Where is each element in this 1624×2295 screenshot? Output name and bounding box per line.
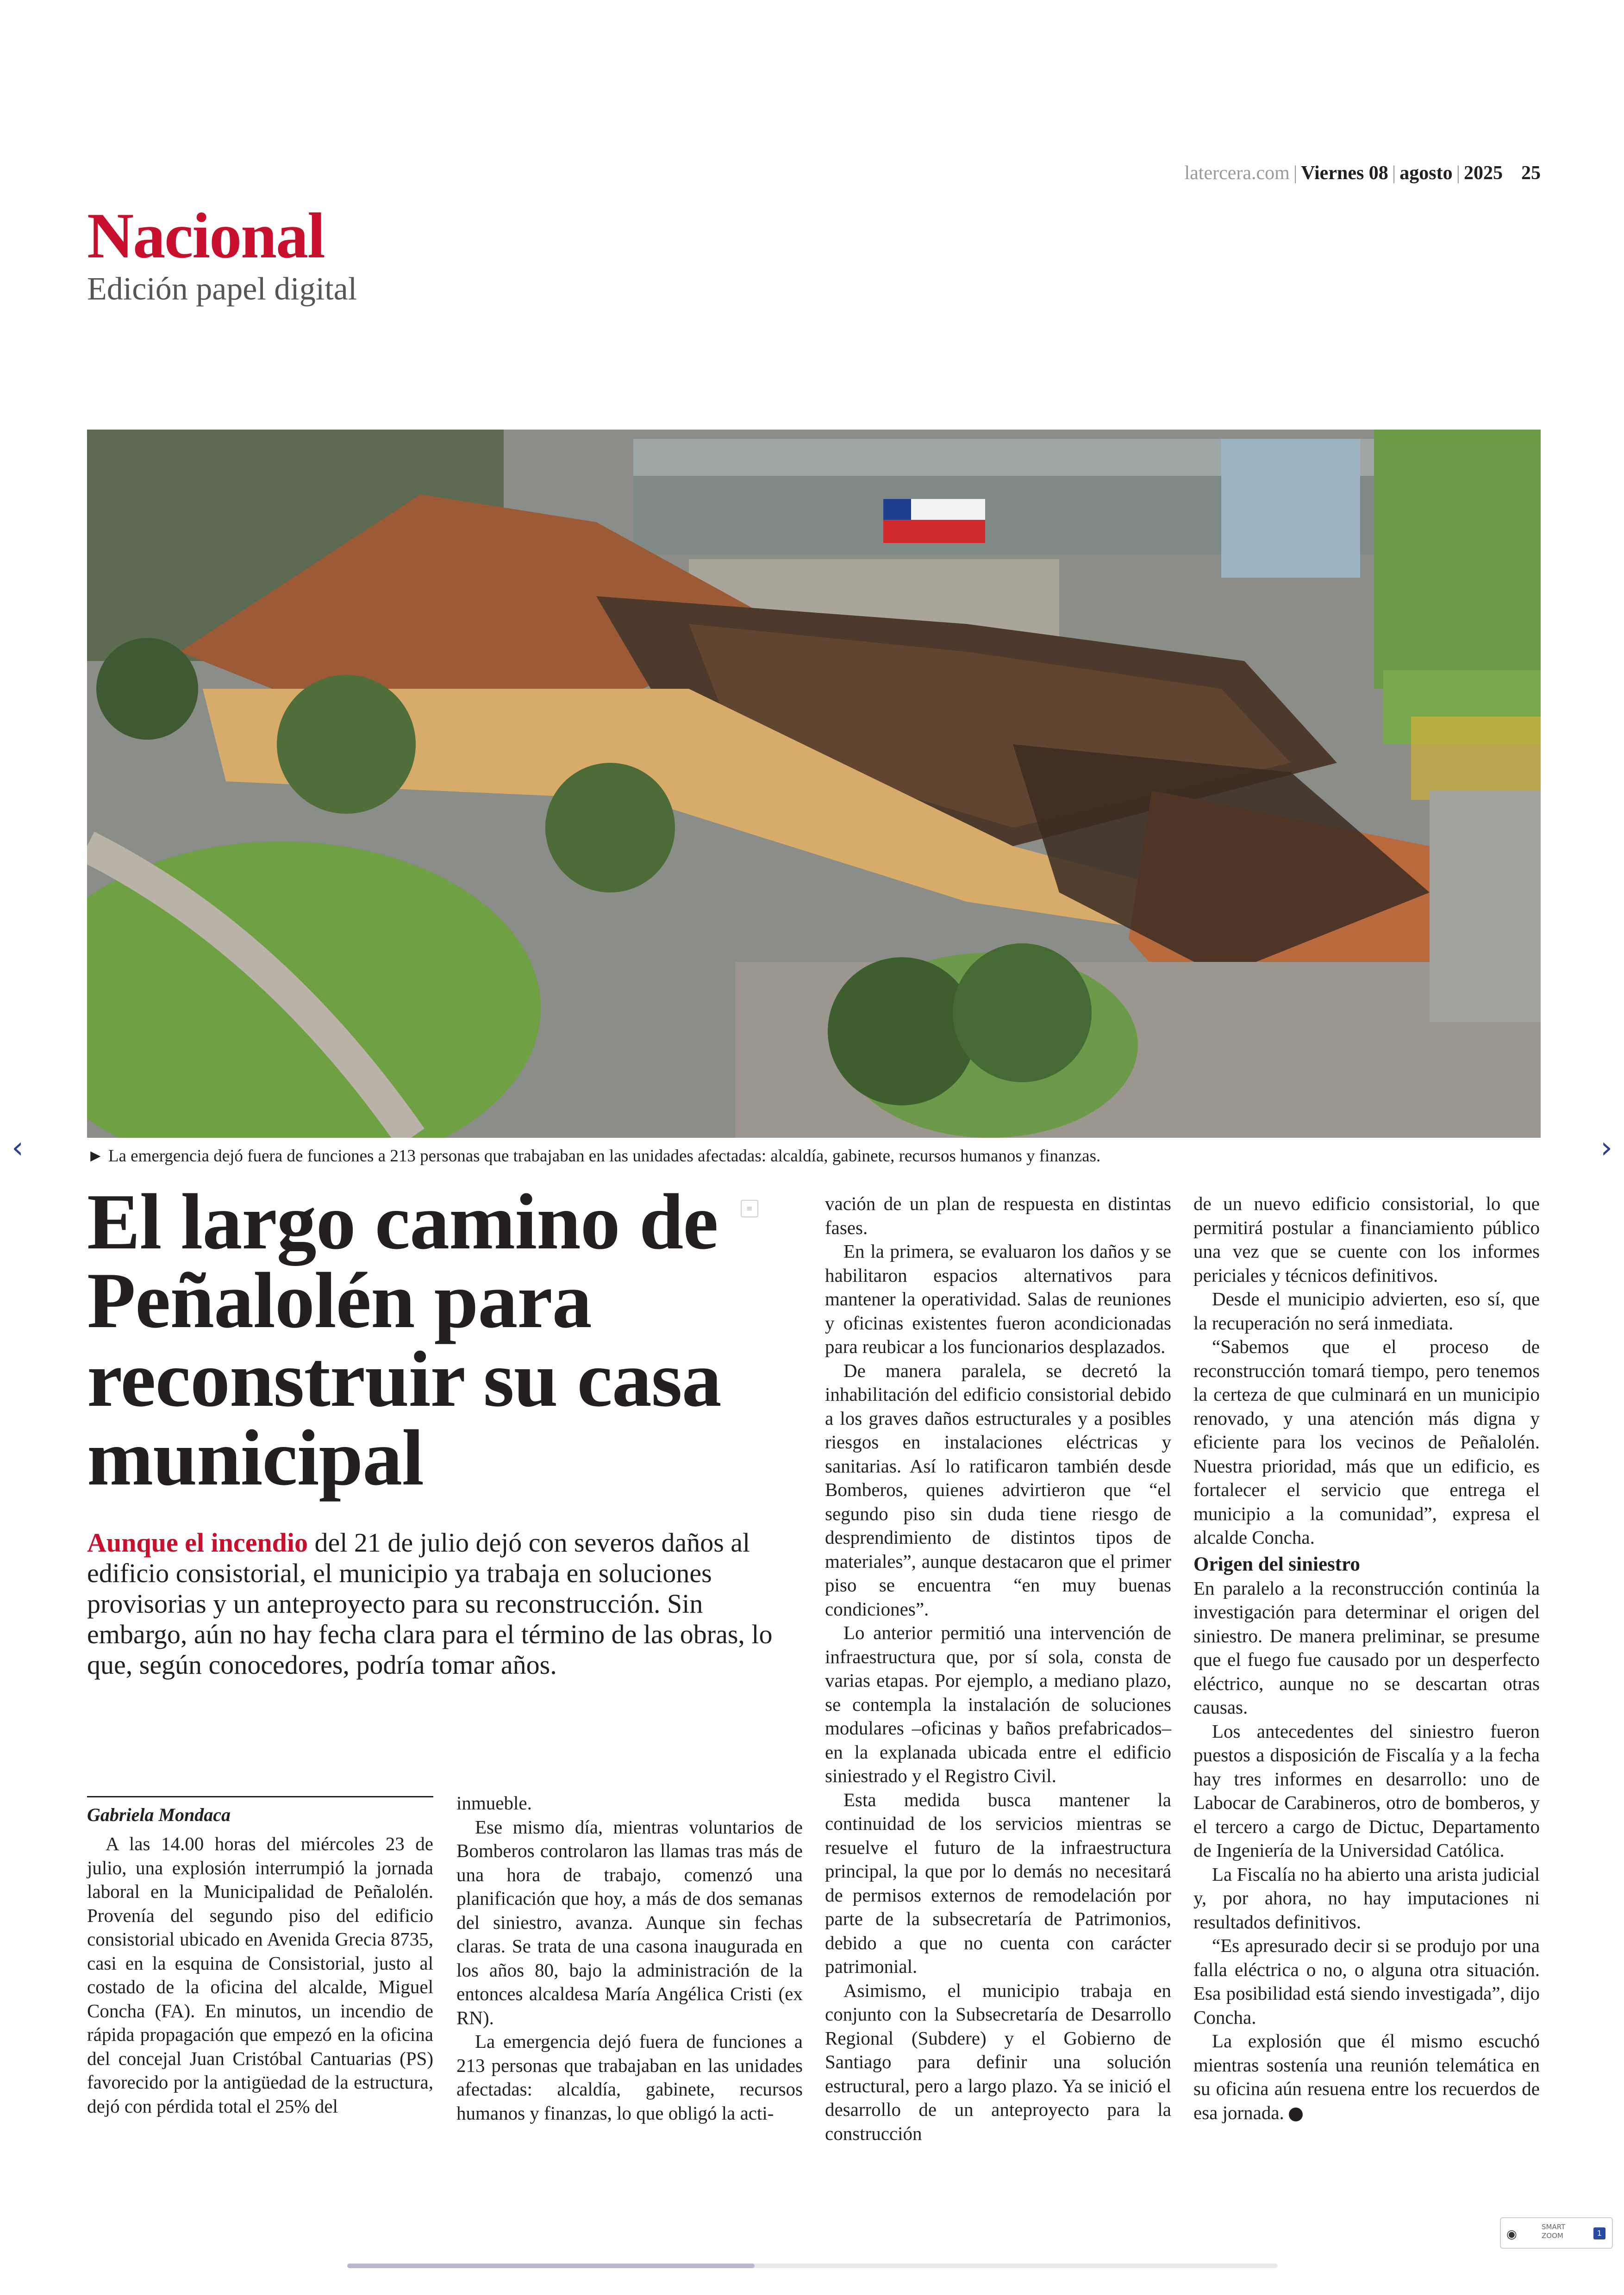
edition-label: Edición papel digital	[87, 271, 357, 307]
paragraph: Desde el municipio advierten, eso sí, que la recuperación no será inmediata.	[1193, 1288, 1540, 1334]
paragraph: La Fiscalía no ha abierto una arista judicial y, por ahora, no hay imputaciones ni resultados definitivos.	[1193, 1863, 1540, 1933]
prev-page-button[interactable]: ‹	[12, 1131, 24, 1165]
paragraph	[1193, 2029, 1540, 2125]
burned-building-aerial-image	[87, 430, 1541, 1138]
paragraph: A las 14.00 horas del miércoles 23 de julio, una explosión interrumpió la jornada laboral en la Municipalidad de Peñalolén. Provenía del segundo piso del edificio consistorial ubicado en Avenida Grecia 8735, casi en la esquina de Consistorial, justo al costado de la oficina del alcalde, Miguel Concha (FA). En minutos, un incendio de rápida propagación que empezó en la oficina del concejal Juan Cristóbal Cantuarias (PS) favorecido por la antigüedad de la estructura, dejó con pérdida total el 25% del	[87, 1833, 433, 2117]
end-mark-icon	[1289, 2108, 1303, 2121]
paragraph: Lo anterior permitió una intervención de infraestructura que, por sí sola, consta de varias etapas. Por ejemplo, a mediano plazo, se contempla la instalación de soluciones modulares –oficinas y baños prefabricados– en la explanada ubicada entre el edificio siniestrado y el Registro Civil.	[825, 1622, 1171, 1786]
paragraph: En la primera, se evaluaron los daños y se habilitaron espacios alternativos para mantener la operatividad. Salas de reuniones y oficinas existentes fueron acondicionadas para reubicar a los funcionarios desplazados.	[825, 1241, 1171, 1357]
lede	[87, 1528, 800, 1680]
paragraph: “Es apresurado decir si se produjo por una falla eléctrica o no, o alguna otra situación. Esa posibilidad está siendo investigada”, dijo Concha.	[1193, 1935, 1540, 2028]
paragraph: De manera paralela, se decretó la inhabilitación del edificio consistorial debido a los graves daños estructurales y a posibles riesgos en instalaciones eléctricas y sanitarias. Así lo ratificaron también desde Bomberos, quienes advirtieron que “el segundo piso sin duda tiene riesgo de desprendimiento de distintos tipos de materiales”, aunque destacaron que el primer piso se encuentra “en muy buenas condiciones”.	[825, 1360, 1171, 1620]
paragraph: La emergencia dejó fuera de funciones a 213 personas que trabajaban en las unidades afectadas: alcaldía, gabinete, recursos humanos y finanzas, lo que obligó la acti-	[456, 2031, 803, 2124]
column-2	[456, 1791, 803, 2125]
date-day: Viernes 08	[1301, 162, 1388, 184]
lede-text: del 21 de julio dejó con severos daños al edificio consistorial, el municipio ya trabaja en soluciones provisorias y un anteproyecto para su reconstrucción. Sin embargo, aún no hay fecha clara para el término de las obras, lo que, según conocedores, podría tomar años.	[87, 1528, 773, 1680]
smart-zoom-label: SMART ZOOM	[1542, 2223, 1566, 2240]
subhead: Origen del siniestro	[1193, 1553, 1360, 1575]
section-title: Nacional	[87, 200, 325, 272]
byline: Gabriela Mondaca	[87, 1796, 433, 1826]
article-photo	[87, 430, 1541, 1138]
eye-icon: ◉	[1506, 2227, 1517, 2241]
photo-caption-text: La emergencia dejó fuera de funciones a 213 personas que trabajaban en las unidades afectadas: alcaldía, gabinete, recursos humanos y finanzas.	[108, 1147, 1101, 1166]
site-name: latercera.com	[1184, 162, 1290, 184]
page-scrollbar-thumb[interactable]	[347, 2264, 755, 2268]
photo-caption: ► La emergencia dejó fuera de funciones a 213 personas que trabajaban en las unidades afectadas: alcaldía, gabinete, recursos humanos y finanzas.	[87, 1147, 1101, 1166]
column-4	[1193, 1192, 1540, 2125]
date-year: 2025	[1464, 162, 1503, 184]
note-icon[interactable]: ≡	[741, 1200, 758, 1217]
paragraph: Ese mismo día, mientras voluntarios de Bomberos controlaron las llamas tras más de una hora de trabajo, comenzó una planificación que hoy, a más de dos semanas del siniestro, avanza. Aunque sin fechas claras. Se trata de una casona inaugurada en los años 80, bajo la administración de la entonces alcaldesa María Angélica Cristi (ex RN).	[456, 1816, 803, 2028]
lede-lead: Aunque el incendio	[87, 1528, 308, 1558]
paragraph: Esta medida busca mantener la continuidad de los servicios mientras se resuelve el futuro de la infraestructura principal, la que por lo demás no necesitará de permisos externos de remodelación por parte de la subsecretaría de Patrimonios, debido a que no cuenta con carácter patrimonial.	[825, 1789, 1171, 1977]
paragraph: Los antecedentes del siniestro fueron puestos a disposición de Fiscalía y a la fecha hay tres informes en desarrollo: uno de Labocar de Carabineros, otro de bomberos, y el tercero a cargo de Dictuc, Departamento de Ingeniería de la Universidad Católica.	[1193, 1720, 1540, 1861]
paragraph: “Sabemos que el proceso de reconstrucción tomará tiempo, pero tenemos la certeza de que culminará en un municipio renovado, y una atención más digna y eficiente para los vecinos de Peñalolén. Nuestra prioridad, más que un edificio, es fortalecer el servicio que entrega el municipio a la comunidad”, expresa el alcalde Concha.	[1193, 1336, 1540, 1548]
column-1	[87, 1832, 433, 2118]
paragraph-text: La explosión que él mismo escuchó mientras sostenía una reunión telemática en su oficina aún resuena entre los recuerdos de esa jornada.	[1193, 2030, 1540, 2123]
dateline: latercera.com | Viernes 08 | agosto | 2025 25	[1184, 162, 1541, 184]
paragraph: vación de un plan de respuesta en distintas fases.	[825, 1193, 1171, 1238]
paragraph: Asimismo, el municipio trabaja en conjunto con la Subsecretaría de Desarrollo Regional (Subdere) y el Gobierno de Santiago para definir una solución estructural, pero a largo plazo. Ya se inició el desarrollo de un anteproyecto para la construcción	[825, 1979, 1171, 2144]
paragraph: inmueble.	[456, 1792, 532, 1814]
paragraph: de un nuevo edificio consistorial, lo que permitirá postular a financiamiento público una vez que se cuente con los informes periciales y técnicos definitivos.	[1193, 1193, 1540, 1286]
column-3	[825, 1192, 1171, 2145]
headline: El largo camino de Peñalolén para reconstruir su casa municipal	[87, 1178, 721, 1502]
date-month: agosto	[1399, 162, 1453, 184]
next-page-button[interactable]: ›	[1600, 1131, 1612, 1165]
smart-zoom-badge: 1	[1593, 2227, 1605, 2239]
page-number: 25	[1521, 162, 1541, 184]
paragraph: En paralelo a la reconstrucción continúa la investigación para determinar el origen del siniestro. De manera preliminar, se presume que el fuego fue causado por un desperfecto eléctrico, aunque no se descartan otras causas.	[1193, 1577, 1540, 1718]
smart-zoom-button[interactable]	[1500, 2217, 1613, 2249]
